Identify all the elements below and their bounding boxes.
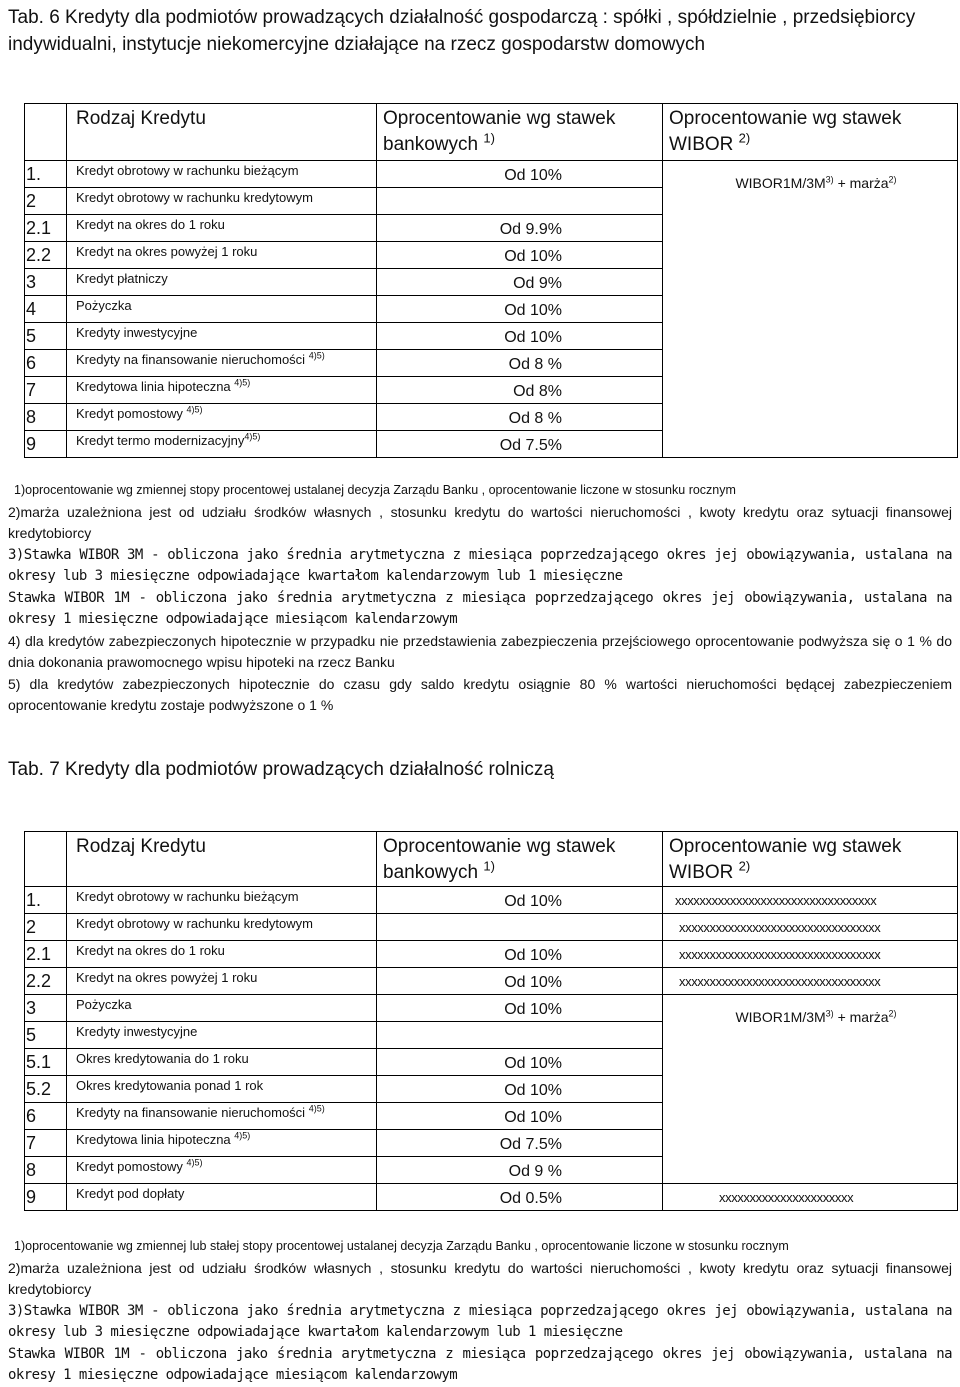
row-credit-type [67, 323, 377, 350]
row-bank-rate: Od 10% [377, 1103, 663, 1130]
row-number: 3 [25, 995, 67, 1022]
row-bank-rate: Od 10% [377, 1076, 663, 1103]
wibor-formula [675, 1009, 957, 1025]
row-credit-type-label: Kredytowa linia hipoteczna [76, 379, 235, 394]
header-wibor-sup: 2) [738, 130, 751, 146]
table-7 [24, 831, 958, 1211]
row-number: 7 [25, 1130, 67, 1157]
wibor-formula-sup-2: 2) [888, 174, 897, 185]
row-bank-rate: Od 10% [377, 323, 663, 350]
header-bank-sup: 1) [483, 130, 495, 146]
header-wibor-label: Oprocentowanie wg stawek WIBOR [669, 836, 902, 883]
row-number: 1. [25, 887, 67, 914]
row-number: 8 [25, 404, 67, 431]
row-number: 2.2 [25, 968, 67, 995]
row-bank-rate: Od 7.5% [377, 1130, 663, 1157]
table-6-body [25, 161, 958, 458]
row-wibor [663, 161, 958, 458]
row-bank-rate: Od 10% [377, 995, 663, 1022]
header-wibor-sup: 2) [738, 858, 751, 874]
row-credit-type-label: Kredyty na finansowanie nieruchomości [76, 352, 309, 367]
row-credit-type-label: Kredyt na okres powyżej 1 roku [76, 970, 258, 985]
row-credit-type [67, 161, 377, 188]
row-credit-type [67, 995, 377, 1022]
row-number: 8 [25, 1157, 67, 1184]
row-wibor [663, 914, 958, 941]
row-credit-type-label: Kredyty inwestycyjne [76, 1024, 198, 1039]
row-credit-type [67, 1157, 377, 1184]
header-wibor-label: Oprocentowanie wg stawek WIBOR [669, 108, 902, 155]
row-number: 9 [25, 431, 67, 458]
row-bank-rate: Od 10% [377, 296, 663, 323]
table-6-notes [8, 480, 952, 717]
row-bank-rate: Od 9 % [377, 1157, 663, 1184]
row-credit-type-label: Kredyt pomostowy [76, 406, 187, 421]
row-credit-type [67, 215, 377, 242]
header-type [67, 104, 377, 161]
row-credit-type-label: Kredyt pomostowy [76, 1159, 187, 1174]
row-number: 1. [25, 161, 67, 188]
row-credit-type-label: Pożyczka [76, 298, 132, 313]
table-row [25, 941, 958, 968]
row-credit-type-label: Kredyt obrotowy w rachunku bieżącym [76, 163, 299, 178]
row-credit-type-label: Kredyt termo modernizacyjny [76, 433, 245, 448]
row-credit-type [67, 968, 377, 995]
row-credit-type [67, 1049, 377, 1076]
wibor-formula-sup-1: 3) [825, 1008, 834, 1019]
row-bank-rate: Od 10% [377, 887, 663, 914]
row-number: 5 [25, 323, 67, 350]
table-7-header-row [25, 832, 958, 887]
row-bank-rate: Od 7.5% [377, 431, 663, 458]
row-bank-rate: Od 8% [377, 377, 663, 404]
row-credit-type-label: Kredytowa linia hipoteczna [76, 1132, 235, 1147]
row-bank-rate: Od 10% [377, 242, 663, 269]
row-bank-rate: Od 10% [377, 161, 663, 188]
note-3: 3)Stawka WIBOR 3M - obliczona jako średnia arytmetyczna z miesiąca poprzedzającego okres jej obowiązywania, ustalana na okresy lub 3 miesięczne odpowiadające kwartałom kalendarzowym lub 1 miesięczne [8, 1302, 952, 1340]
row-wibor-placeholder: xxxxxxxxxxxxxxxxxxxxxxxxxxxxxxxxx [679, 946, 881, 962]
row-wibor [663, 941, 958, 968]
header-wibor [663, 104, 958, 161]
row-bank-rate [377, 914, 663, 941]
row-credit-type [67, 431, 377, 458]
row-credit-type [67, 1184, 377, 1211]
row-credit-type [67, 1076, 377, 1103]
wibor-formula-sup-2: 2) [888, 1008, 897, 1019]
row-credit-type [67, 188, 377, 215]
row-credit-type [67, 350, 377, 377]
wibor-formula [675, 175, 957, 191]
table-6-header-row [25, 104, 958, 161]
table-7-title: Tab. 7 Kredyty dla podmiotów prowadzących działalność rolniczą [8, 759, 554, 780]
row-credit-type-label: Kredyt pod dopłaty [76, 1186, 185, 1201]
table-6 [24, 103, 958, 458]
row-bank-rate [377, 188, 663, 215]
note-5: 5) dla kredytów zabezpieczonych hipotecznie do czasu gdy saldo kredytu osiągnie 80 % wartości nieruchomości będącej zabezpieczeniem oprocentowanie kredytu zostaje podwyższone o 1 % [8, 675, 952, 713]
row-number: 2 [25, 914, 67, 941]
row-wibor-placeholder: xxxxxxxxxxxxxxxxxxxxxx [719, 1189, 854, 1205]
header-bank-label: Oprocentowanie wg stawek bankowych [383, 836, 616, 883]
row-credit-type [67, 914, 377, 941]
header-wibor [663, 832, 958, 887]
row-number: 7 [25, 377, 67, 404]
row-credit-type [67, 296, 377, 323]
row-bank-rate: Od 9% [377, 269, 663, 296]
row-credit-type-label: Kredyt obrotowy w rachunku kredytowym [76, 190, 313, 205]
row-bank-rate: Od 0.5% [377, 1184, 663, 1211]
row-number: 5 [25, 1022, 67, 1049]
row-footnote-ref: 4)5) [234, 377, 251, 388]
note-3: 3)Stawka WIBOR 3M - obliczona jako średnia arytmetyczna z miesiąca poprzedzającego okres jej obowiązywania, ustalana na okresy lub 3 miesięczne odpowiadające kwartałom kalendarzowym lub 1 miesięczne [8, 546, 952, 584]
row-credit-type-label: Kredyty na finansowanie nieruchomości [76, 1105, 309, 1120]
row-bank-rate: Od 10% [377, 1049, 663, 1076]
row-wibor [663, 968, 958, 995]
row-credit-type [67, 1130, 377, 1157]
header-num-cell [25, 832, 67, 887]
row-bank-rate: Od 9.9% [377, 215, 663, 242]
row-credit-type-label: Okres kredytowania ponad 1 rok [76, 1078, 264, 1093]
row-credit-type [67, 1103, 377, 1130]
header-type [67, 832, 377, 887]
row-credit-type [67, 404, 377, 431]
row-number: 6 [25, 350, 67, 377]
header-bank [377, 832, 663, 887]
header-bank-label: Oprocentowanie wg stawek bankowych [383, 108, 616, 155]
row-wibor-placeholder: xxxxxxxxxxxxxxxxxxxxxxxxxxxxxxxxx [679, 973, 881, 989]
row-wibor [663, 995, 958, 1184]
row-number: 5.2 [25, 1076, 67, 1103]
row-credit-type-label: Kredyt na okres powyżej 1 roku [76, 244, 258, 259]
note-3b: Stawka WIBOR 1M - obliczona jako średnia arytmetyczna z miesiąca poprzedzającego okres jej obowiązywania, ustalana na okresy 1 miesięczne odpowiadające miesiącom kalendarzowym [8, 1345, 952, 1383]
row-footnote-ref: 4)5) [308, 350, 325, 361]
row-number: 2.2 [25, 242, 67, 269]
header-type-label: Rodzaj Kredytu [76, 108, 206, 129]
wibor-formula-sup-1: 3) [825, 174, 834, 185]
header-bank-sup: 1) [483, 858, 495, 874]
row-credit-type [67, 377, 377, 404]
table-7-notes [8, 1236, 952, 1387]
note-2: 2)marża uzależniona jest od udziału środków własnych , stosunku kredytu do wartości nieruchomości , kwoty kredytu oraz sytuacji finansowej kredytobiorcy [8, 503, 952, 541]
wibor-formula-base: WIBOR1M/3M [735, 175, 826, 191]
row-credit-type-label: Kredyt obrotowy w rachunku bieżącym [76, 889, 299, 904]
note-1: 1)oprocentowanie wg zmiennej lub stałej stopy procentowej ustalanej decyzja Zarządu Banku , oprocentowanie liczone w stosunku rocznym [14, 1239, 789, 1253]
row-bank-rate [377, 1022, 663, 1049]
row-footnote-ref: 4)5) [186, 1157, 203, 1168]
row-credit-type [67, 887, 377, 914]
row-credit-type-label: Kredyt na okres do 1 roku [76, 217, 225, 232]
row-credit-type-label: Kredyt płatniczy [76, 271, 168, 286]
row-wibor [663, 1184, 958, 1211]
table-row [25, 161, 958, 188]
row-number: 2 [25, 188, 67, 215]
header-type-label: Rodzaj Kredytu [76, 836, 206, 857]
table-row [25, 914, 958, 941]
row-bank-rate: Od 10% [377, 941, 663, 968]
row-credit-type [67, 941, 377, 968]
row-credit-type-label: Pożyczka [76, 997, 132, 1012]
note-3b: Stawka WIBOR 1M - obliczona jako średnia arytmetyczna z miesiąca poprzedzającego okres jej obowiązywania, ustalana na okresy 1 miesięczne odpowiadające miesiącom kalendarzowym [8, 589, 952, 627]
row-footnote-ref: 4)5) [186, 404, 203, 415]
wibor-formula-mid: + marża [833, 1009, 889, 1025]
row-credit-type-label: Kredyt obrotowy w rachunku kredytowym [76, 916, 313, 931]
table-row [25, 887, 958, 914]
row-number: 5.1 [25, 1049, 67, 1076]
table-row [25, 995, 958, 1022]
table-6-title: Tab. 6 Kredyty dla podmiotów prowadzących działalność gospodarczą : spółki , spółdzielnie , przedsiębiorcy indywidualni, instytucje niekomercyjne działające na rzecz gospodarstw domowych [8, 7, 916, 55]
wibor-formula-base: WIBOR1M/3M [735, 1009, 826, 1025]
row-number: 3 [25, 269, 67, 296]
row-credit-type-label: Kredyty inwestycyjne [76, 325, 198, 340]
row-number: 2.1 [25, 215, 67, 242]
row-number: 9 [25, 1184, 67, 1211]
row-wibor [663, 887, 958, 914]
row-footnote-ref: 4)5) [244, 431, 261, 442]
row-footnote-ref: 4)5) [234, 1130, 251, 1141]
row-bank-rate: Od 8 % [377, 404, 663, 431]
table-row [25, 968, 958, 995]
table-row [25, 1184, 958, 1211]
row-credit-type-label: Okres kredytowania do 1 roku [76, 1051, 249, 1066]
row-number: 4 [25, 296, 67, 323]
table-7-body [25, 887, 958, 1211]
row-credit-type-label: Kredyt na okres do 1 roku [76, 943, 225, 958]
row-credit-type [67, 269, 377, 296]
note-1: 1)oprocentowanie wg zmiennej stopy procentowej ustalanej decyzja Zarządu Banku , oprocentowanie liczone w stosunku rocznym [14, 483, 736, 497]
header-bank [377, 104, 663, 161]
row-footnote-ref: 4)5) [308, 1103, 325, 1114]
wibor-formula-mid: + marża [833, 175, 889, 191]
row-credit-type [67, 242, 377, 269]
row-credit-type [67, 1022, 377, 1049]
row-bank-rate: Od 10% [377, 968, 663, 995]
header-num-cell [25, 104, 67, 161]
row-number: 2.1 [25, 941, 67, 968]
row-wibor-placeholder: xxxxxxxxxxxxxxxxxxxxxxxxxxxxxxxxx [675, 892, 877, 908]
note-4: 4) dla kredytów zabezpieczonych hipotecznie w przypadku nie przedstawienia zabezpieczenia przejściowego oprocentowanie podwyższa się o 1 % do dnia dokonania prawomocnego wpisu hipoteki na rzecz Banku [8, 632, 952, 670]
row-wibor-placeholder: xxxxxxxxxxxxxxxxxxxxxxxxxxxxxxxxx [679, 919, 881, 935]
note-2: 2)marża uzależniona jest od udziału środków własnych , stosunku kredytu do wartości nieruchomości , kwoty kredytu oraz sytuacji finansowej kredytobiorcy [8, 1259, 952, 1297]
row-bank-rate: Od 8 % [377, 350, 663, 377]
row-number: 6 [25, 1103, 67, 1130]
